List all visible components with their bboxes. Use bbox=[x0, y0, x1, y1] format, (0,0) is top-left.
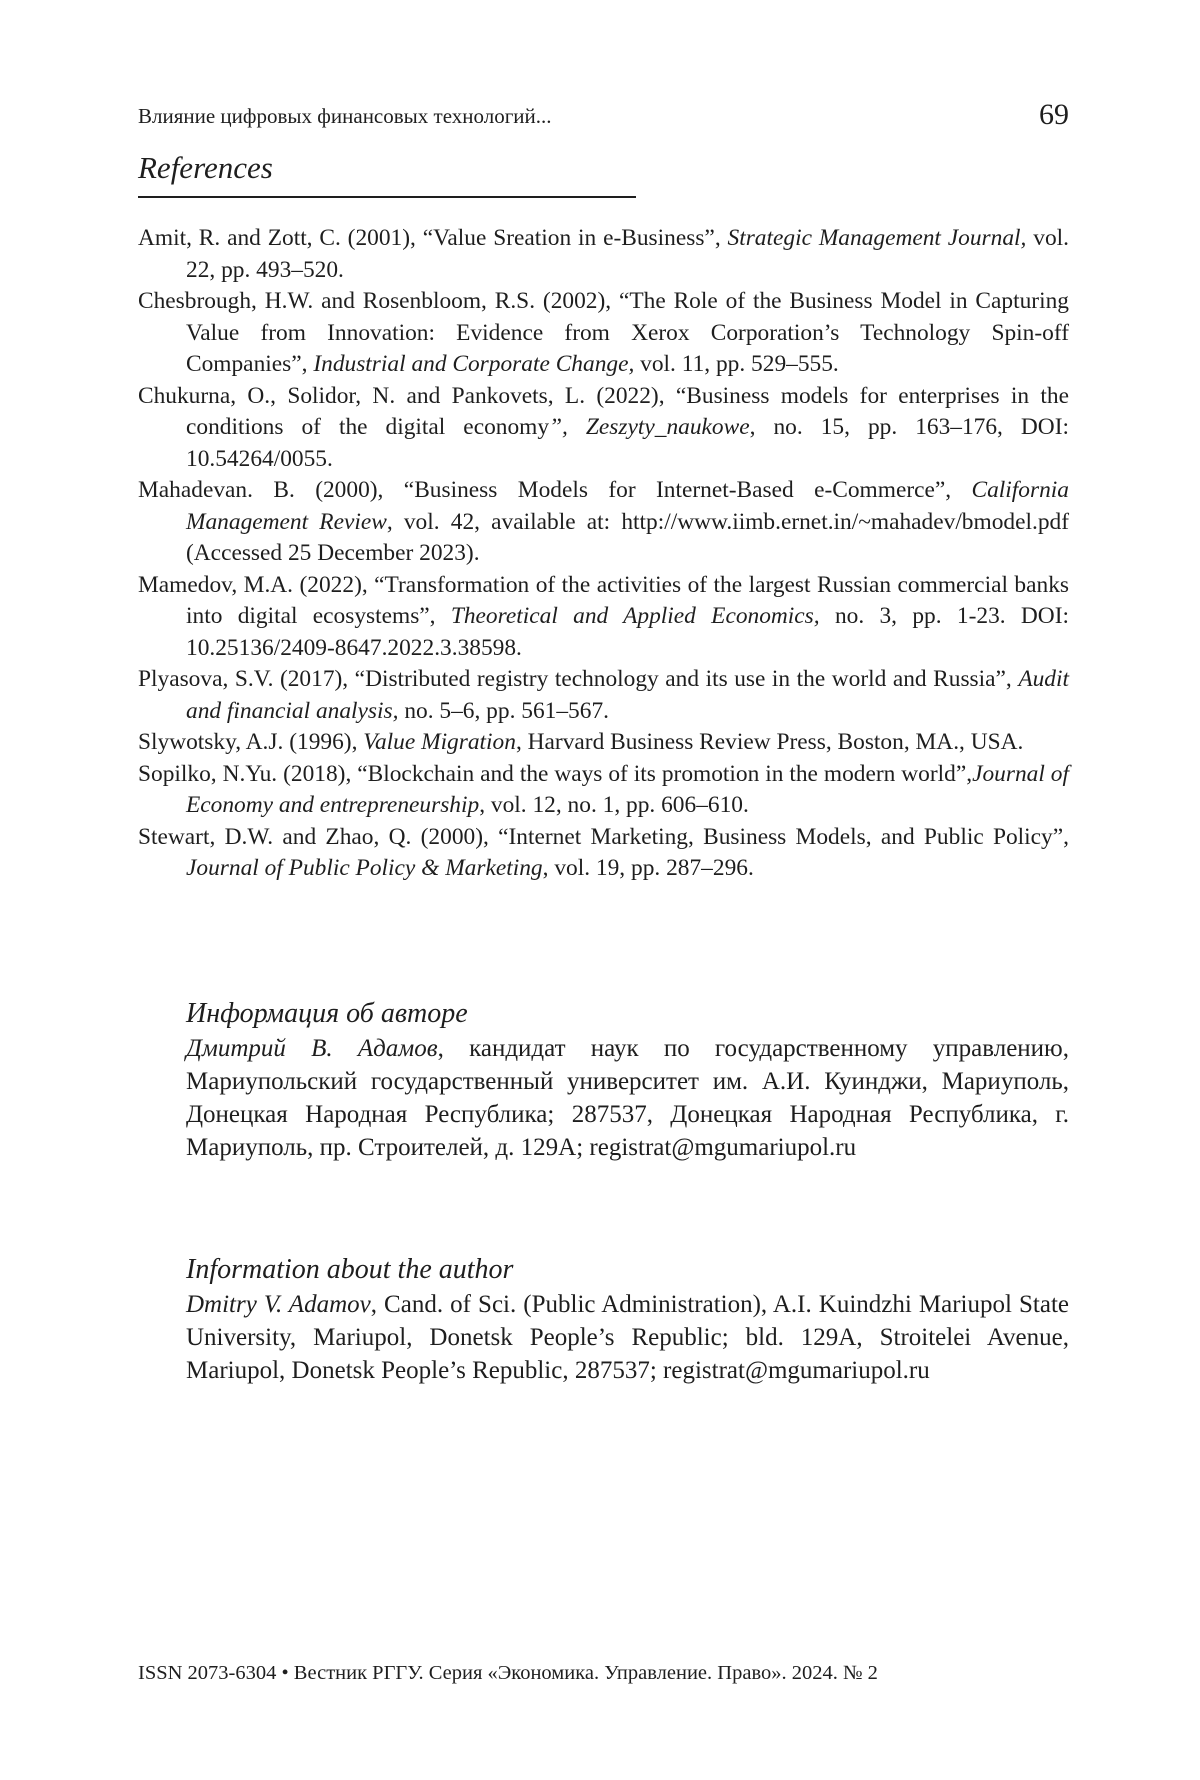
reference-text: Slywotsky, A.J. (1996), bbox=[138, 729, 363, 755]
reference-source: Industrial and Corporate Change, bbox=[313, 351, 634, 377]
reference-details: no. 3, pp. 1-23. DOI: 10.25136/2409-8647.2022.3.38598. bbox=[186, 603, 1069, 661]
reference-details: , vol. 19, pp. 287–296. bbox=[543, 855, 754, 881]
reference-list bbox=[138, 223, 1069, 885]
reference-source: Audit and financial analysis, bbox=[186, 666, 1069, 724]
reference-text: Amit, R. and Zott, C. (2001), “Value Sreation in e-Business”, bbox=[138, 225, 728, 251]
running-header bbox=[138, 98, 1069, 138]
reference-source: Journal of Public Policy & Marketing bbox=[186, 855, 543, 881]
reference-item bbox=[138, 727, 1069, 759]
references-rule bbox=[138, 196, 636, 198]
author-name-ru: Дмитрий В. Адамов bbox=[186, 1035, 438, 1062]
journal-footer: ISSN 2073-6304 • Вестник РГГУ. Серия «Экономика. Управление. Право». 2024. № 2 bbox=[138, 1662, 878, 1685]
references-heading: References bbox=[138, 150, 273, 186]
author-info-heading-ru: Информация об авторе bbox=[186, 998, 468, 1030]
reference-source: Journal of Economy and entrepreneurship bbox=[186, 761, 1069, 819]
reference-text: Plyasova, S.V. (2017), “Distributed registry technology and its use in the world and Russia”, bbox=[138, 666, 1018, 692]
reference-details: no. 5–6, pp. 561–567. bbox=[398, 698, 609, 724]
reference-details: , Harvard Business Review Press, Boston, MA., USA. bbox=[516, 729, 1023, 755]
reference-details: , vol. 12, no. 1, pp. 606–610. bbox=[479, 792, 749, 818]
reference-details: , no. 15, pp. 163–176, DOI: 10.54264/0055. bbox=[186, 414, 1069, 472]
author-info-en bbox=[186, 1288, 1069, 1387]
reference-text: Sopilko, N.Yu. (2018), “Blockchain and the ways of its promotion in the modern world”, bbox=[138, 761, 972, 787]
reference-source: California Management Review bbox=[186, 477, 1069, 535]
reference-text: Mamedov, M.A. (2022), “Transformation of the activities of the largest Russian commercial banks into digital ecosystems”, bbox=[138, 572, 1069, 630]
reference-text: Mahadevan. B. (2000), “Business Models for Internet-Based e-Commerce”, bbox=[138, 477, 972, 503]
reference-item bbox=[138, 570, 1069, 665]
author-info-ru bbox=[186, 1032, 1069, 1164]
reference-details: vol. 11, pp. 529–555. bbox=[634, 351, 838, 377]
reference-text: Chesbrough, H.W. and Rosenbloom, R.S. (2002), “The Role of the Business Model in Capturing Value from Innovation: Evidence from Xerox Corporation’s Technology Spin-off Companies”, bbox=[138, 288, 1069, 377]
reference-source: Theoretical and Applied Economics, bbox=[451, 603, 820, 629]
page-number: 69 bbox=[1039, 98, 1069, 132]
author-details-en: , Cand. of Sci. (Public Administration), A.I. Kuindzhi Mariupol State University, Mariupol, Donetsk People’s Republic; bld. 129A, Stroitelei Avenue, Mariupol, Donetsk People’s Republic, 287537; registrat@mgumariupol.ru bbox=[186, 1291, 1069, 1384]
author-details-ru: , кандидат наук по государственному управлению, Мариупольский государственный университет им. А.И. Куинджи, Мариуполь, Донецкая Народная Республика; 287537, Донецкая Народная Республика, г. Мариуполь, пр. Строителей, д. 129А; registrat@mgumariupol.ru bbox=[186, 1035, 1069, 1161]
reference-item bbox=[138, 286, 1069, 381]
reference-item bbox=[138, 381, 1069, 476]
reference-text: Stewart, D.W. and Zhao, Q. (2000), “Internet Marketing, Business Models, and Public Policy”, bbox=[138, 824, 1069, 850]
reference-source: Value Migration bbox=[363, 729, 516, 755]
reference-source: ”, Zeszyty_naukowe bbox=[549, 414, 750, 440]
author-info-heading-en: Information about the author bbox=[186, 1254, 513, 1286]
reference-item bbox=[138, 475, 1069, 570]
reference-details: , vol. 42, available at: http://www.iimb.ernet.in/~mahadev/bmodel.pdf (Accessed 25 December 2023). bbox=[186, 509, 1069, 567]
reference-source: Strategic Management Journal, bbox=[728, 225, 1027, 251]
author-name-en: Dmitry V. Adamov bbox=[186, 1291, 371, 1318]
running-title: Влияние цифровых финансовых технологий... bbox=[138, 104, 552, 129]
reference-item bbox=[138, 664, 1069, 727]
reference-item bbox=[138, 822, 1069, 885]
reference-item bbox=[138, 759, 1069, 822]
reference-details: vol. 22, pp. 493–520. bbox=[186, 225, 1069, 283]
reference-text: Chukurna, O., Solidor, N. and Pankovets, L. (2022), “Business models for enterprises in the conditions of the digital economy bbox=[138, 383, 1069, 441]
reference-item bbox=[138, 223, 1069, 286]
